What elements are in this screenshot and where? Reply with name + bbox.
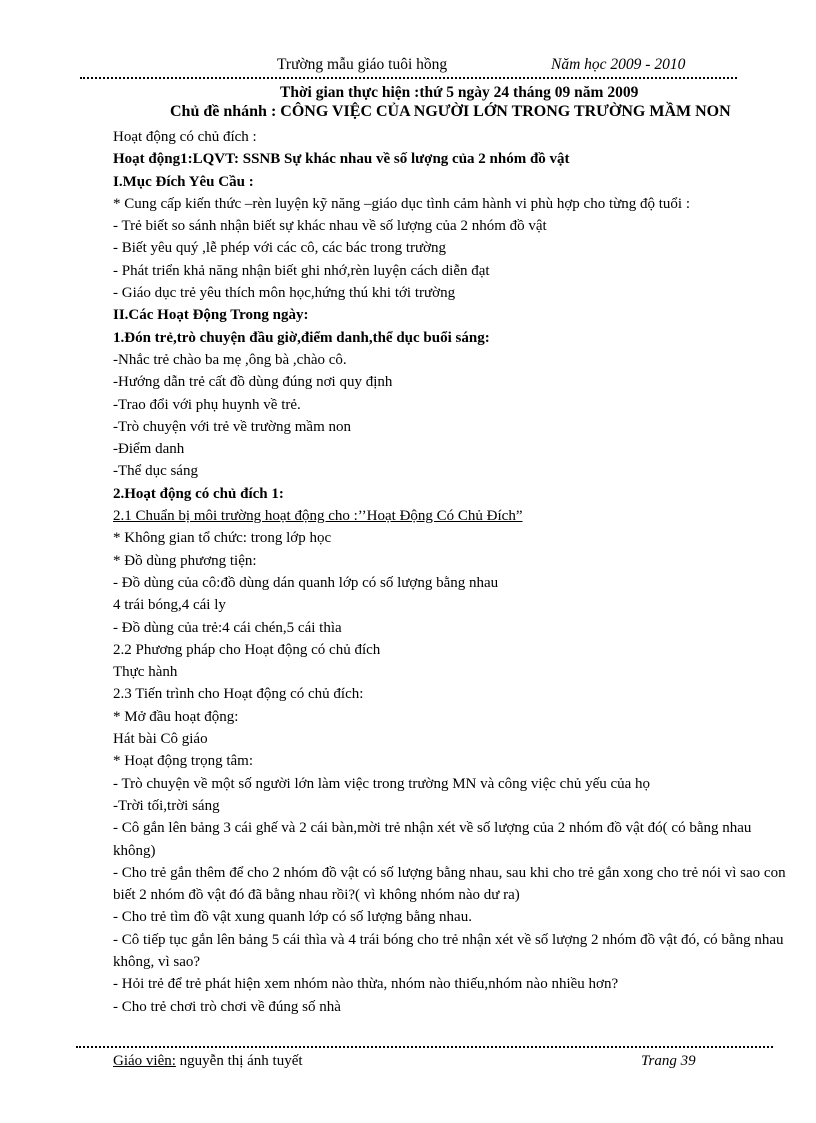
subsection-heading: 2.Hoạt động có chủ đích 1: [113, 485, 284, 502]
body-line: * Không gian tổ chức: trong lớp học [113, 530, 332, 547]
body-line: -Hướng dẫn trẻ cất đồ dùng đúng nơi quy định [113, 374, 393, 391]
time-line: Thời gian thực hiện :thứ 5 ngày 24 tháng 09 năm 2009 [280, 84, 639, 101]
body-paragraph: - Cô tiếp tục gắn lên bảng 5 cái thìa và 4 trái bóng cho trẻ nhận xét về số lượng 2 nhóm đồ vật đó, có bằng nhau không, vì sao? [113, 931, 784, 970]
subsection-heading: 1.Đón trẻ,trò chuyện đầu giờ,điểm danh,thể dục buổi sáng: [113, 329, 490, 346]
school-name: Trường mẫu giáo tuôi hồng [277, 56, 448, 73]
school-year: Năm học 2009 - 2010 [551, 56, 686, 73]
body-line: - Biết yêu quý ,lễ phép với các cô, các bác trong trường [113, 240, 447, 257]
body-line: -Điểm danh [113, 441, 185, 458]
teacher-label: Giáo viên: [113, 1053, 176, 1069]
body-line: Hát bài Cô giáo [113, 731, 208, 748]
body-line: - Cho trẻ tìm đồ vật xung quanh lớp có số lượng bằng nhau. [113, 909, 472, 926]
section-heading: I.Mục Đích Yêu Cầu : [113, 173, 254, 190]
section-heading: II.Các Hoạt Động Trong ngày: [113, 307, 309, 324]
footer-teacher [113, 1053, 303, 1070]
teacher-name: nguyễn thị ánh tuyết [175, 1053, 303, 1069]
document-body [113, 126, 793, 1018]
body-line: * Đồ dùng phương tiện: [113, 552, 257, 569]
body-line: 2.2 Phương pháp cho Hoạt động có chủ đích [113, 641, 381, 658]
body-paragraph: - Cho trẻ gắn thêm để cho 2 nhóm đồ vật có số lượng bằng nhau, sau khi cho trẻ gắn xong cho trẻ nói vì sao con biết 2 nhóm đồ vật đó đã bằng nhau rồi?( vì không nhóm nào dư ra) [113, 864, 786, 904]
activity-heading: Hoạt động1:LQVT: SSNB Sự khác nhau về số lượng của 2 nhóm đồ vật [113, 151, 570, 168]
body-line: Thực hành [113, 664, 178, 681]
body-line: - Trẻ biết so sánh nhận biết sự khác nhau về số lượng của 2 nhóm đồ vật [113, 218, 547, 235]
underlined-heading: 2.1 Chuẩn bị môi trường hoạt động cho :’’Hoạt Động Có Chủ Đích” [113, 508, 523, 525]
body-paragraph: - Cô gắn lên bảng 3 cái ghế và 2 cái bàn,mời trẻ nhận xét về số lượng của 2 nhóm đồ vật đó( có bằng nhau không) [113, 820, 752, 859]
body-line: -Thể dục sáng [113, 463, 198, 480]
topic-title: Chủ đề nhánh : CÔNG VIỆC CỦA NGƯỜI LỚN TRONG TRƯỜNG MẦM NON [170, 103, 731, 120]
body-line: - Cho trẻ chơi trò chơi về đúng số nhà [113, 998, 341, 1015]
page-number: Trang 39 [641, 1053, 696, 1069]
body-line: - Giáo dục trẻ yêu thích môn học,hứng thú khi tới trường [113, 285, 456, 302]
body-line: -Nhắc trẻ chào ba mẹ ,ông bà ,chào cô. [113, 351, 347, 368]
body-line: * Cung cấp kiến thức –rèn luyện kỹ năng –giáo dục tình cảm hành vi phù hợp cho từng độ tuổi : [113, 195, 691, 212]
header-divider [80, 77, 737, 79]
body-line: - Đồ dùng của trẻ:4 cái chén,5 cái thìa [113, 619, 342, 636]
body-line: * Hoạt động trọng tâm: [113, 753, 253, 770]
body-line: Hoạt động có chủ đích : [113, 129, 257, 145]
footer-divider [76, 1046, 773, 1048]
body-line: - Đồ dùng của cô:đồ dùng dán quanh lớp có số lượng bằng nhau [113, 574, 499, 591]
body-line: - Hỏi trẻ để trẻ phát hiện xem nhóm nào thừa, nhóm nào thiếu,nhóm nào nhiều hơn? [113, 976, 619, 993]
body-line: 2.3 Tiến trình cho Hoạt động có chủ đích: [113, 686, 364, 703]
body-line: -Trò chuyện với trẻ về trường mầm non [113, 418, 351, 435]
body-line: - Trò chuyện về một số người lớn làm việc trong trường MN và công việc chủ yếu của họ [113, 775, 651, 792]
body-line: * Mở đầu hoạt động: [113, 708, 239, 725]
body-line: -Trời tối,trời sáng [113, 797, 220, 814]
body-line: 4 trái bóng,4 cái ly [113, 597, 226, 614]
body-line: - Phát triển khả năng nhận biết ghi nhớ,rèn luyện cách diễn đạt [113, 262, 490, 279]
body-line: -Trao đổi với phụ huynh về trẻ. [113, 396, 301, 413]
